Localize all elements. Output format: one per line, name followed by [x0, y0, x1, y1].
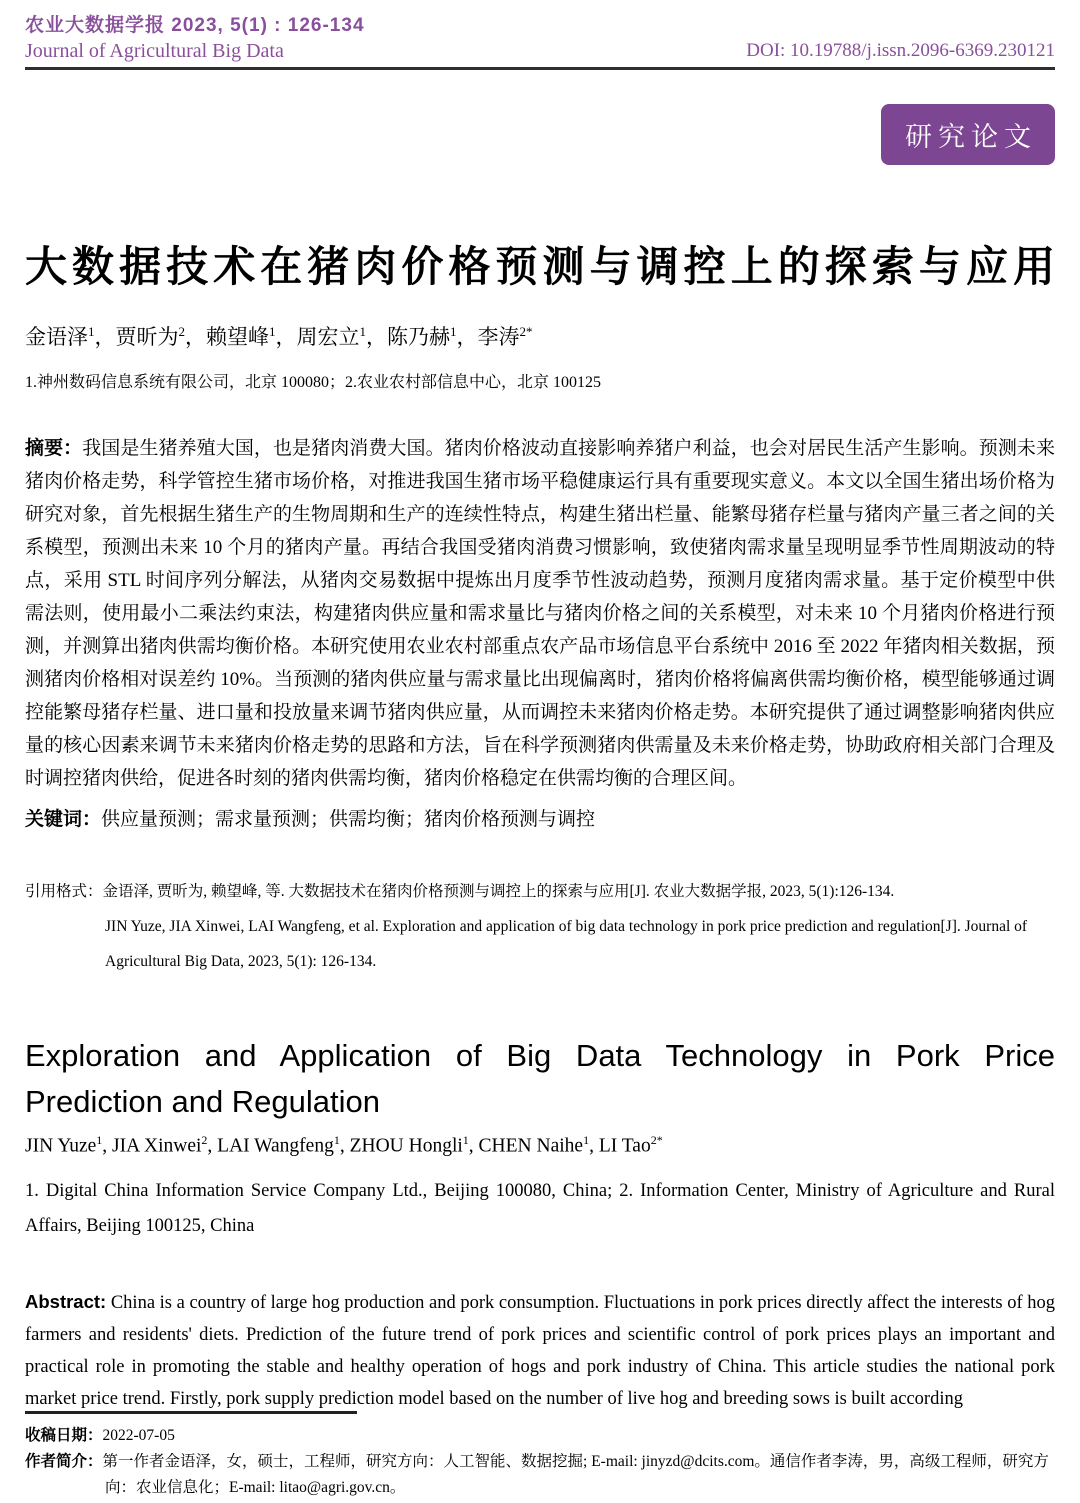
journal-name-cn: 农业大数据学报 2023, 5(1) : 126-134	[25, 15, 365, 36]
abstract-cn	[25, 432, 1055, 795]
received-date-row	[25, 1423, 1055, 1449]
citation-en-line: JIN Yuze, JIA Xinwei, LAI Wangfeng, et al. Exploration and application of big data technology in pork price prediction and regulation[J]. Journal of Agricultural Big Data, 2023, 5(1): 126-134.	[105, 918, 1028, 970]
journal-name-en: Journal of Agricultural Big Data	[25, 40, 284, 62]
badge-row	[25, 104, 1055, 165]
header-divider	[25, 67, 1055, 70]
citation-cn-text: 金语泽, 贾昕为, 赖望峰, 等. 大数据技术在猪肉价格预测与调控上的探索与应用[J]. 农业大数据学报, 2023, 5(1):126-134.	[102, 883, 895, 900]
keywords-line	[25, 803, 1055, 836]
received-date-value: 2022-07-05	[102, 1427, 175, 1444]
author-bio-label: 作者简介：	[25, 1453, 103, 1470]
authors-en: JIN Yuze$^1$, JIA Xinwei$^2$, LAI Wangfeng$^1$, ZHOU Hongli$^1$, CHEN Naihe$^1$, LI Tao$^{2*}$	[25, 1133, 663, 1157]
received-date-label: 收稿日期：	[25, 1427, 103, 1444]
abstract-en	[25, 1286, 1055, 1418]
abstract-text-cn: 我国是生猪养殖大国，也是猪肉消费大国。猪肉价格波动直接影响养猪户利益，也会对居民生活产生影响。预测未来猪肉价格走势，科学管控生猪市场价格，对推进我国生猪市场平稳健康运行具有重要现实意义。本文以全国生猪出场价格为研究对象，首先根据生猪生产的生物周期和生产的连续性特点，构建生猪出栏量、能繁母猪存栏量与猪肉产量三者之间的关系模型，预测出未来 10 个月的猪肉产量。再结合我国受猪肉消费习惯影响，致使猪肉需求量呈现明显季节性周期波动的特点，采用 STL 时间序列分解法，从猪肉交易数据中提炼出月度季节性波动趋势，预测月度猪肉需求量。基于定价模型中供需法则，使用最小二乘法约束法，构建猪肉供应量和需求量比与猪肉价格之间的关系模型，对未来 10 个月猪肉价格进行预测，并测算出猪肉供需均衡价格。本研究使用农业农村部重点农产品市场信息平台系统中 2016 至 2022 年猪肉相关数据，预测猪肉价格相对误差约 10%。当预测的猪肉供应量与需求量比出现偏离时，猪肉价格将偏离供需均衡价格，模型能够通过调控能繁母猪存栏量、进口量和投放量来调节猪肉供应量，从而调控未来猪肉价格走势。本研究提供了通过调整影响猪肉供应量的核心因素来调节未来猪肉价格走势的思路和方法，旨在科学预测猪肉供需量及未来价格走势，协助政府相关部门合理及时调控猪肉供给，促进各时刻的猪肉供需均衡，猪肉价格稳定在供需均衡的合理区间。	[25, 438, 1055, 789]
doi-text: DOI: 10.19788/j.issn.2096-6369.230121	[746, 40, 1055, 61]
author-bio-row	[25, 1449, 1055, 1501]
footnote-area	[25, 1411, 1055, 1501]
article-type-badge: 研究论文	[881, 104, 1055, 165]
abstract-label-en: Abstract:	[25, 1290, 107, 1312]
citation-block	[25, 874, 1055, 979]
citation-label: 引用格式：	[25, 883, 103, 900]
keywords-text: 供应量预测；需求量预测；供需均衡；猪肉价格预测与调控	[101, 809, 596, 830]
journal-header	[25, 10, 1055, 63]
journal-header-left	[25, 10, 365, 63]
affiliation-cn: 1.神州数码信息系统有限公司，北京 100080；2.农业农村部信息中心，北京 100125	[25, 374, 602, 391]
authors-cn: 金语泽$^1$，贾昕为$^2$，赖望峰$^1$，周宏立$^1$，陈乃赫$^1$，李涛$^{2*}$	[25, 324, 533, 349]
citation-cn-line	[25, 874, 1055, 909]
abstract-text-en: China is a country of large hog production and pork consumption. Fluctuations in pork prices directly affect the interests of hog farmers and residents' diets. Prediction of the future trend of pork prices and scientific control of pork prices plays an important and practical role in promoting the stable and healthy operation of hogs and pork industry of China. This article studies the national pork market price trend. Firstly, pork supply prediction model based on the number of live hog and breeding sows is built according	[25, 1292, 1055, 1409]
article-title-cn: 大数据技术在猪肉价格预测与调控上的探索与应用	[25, 243, 1055, 290]
affiliation-en: 1. Digital China Information Service Company Ltd., Beijing 100080, China; 2. Information Center, Ministry of Agriculture and Rural Affairs, Beijing 100125, China	[25, 1180, 1055, 1236]
abstract-label-cn: 摘要：	[25, 438, 83, 459]
author-bio-text: 第一作者金语泽，女，硕士，工程师，研究方向：人工智能、数据挖掘; E-mail: jinyzd@dcits.com。通信作者李涛，男，高级工程师，研究方向：农业信息化；E-mail: litao@agri.gov.cn。	[102, 1453, 1049, 1496]
article-title-en: Exploration and Application of Big Data Technology in Pork Price Prediction and Regulation	[25, 1038, 1055, 1119]
keywords-label: 关键词：	[25, 809, 102, 830]
footnote-divider	[25, 1411, 357, 1414]
